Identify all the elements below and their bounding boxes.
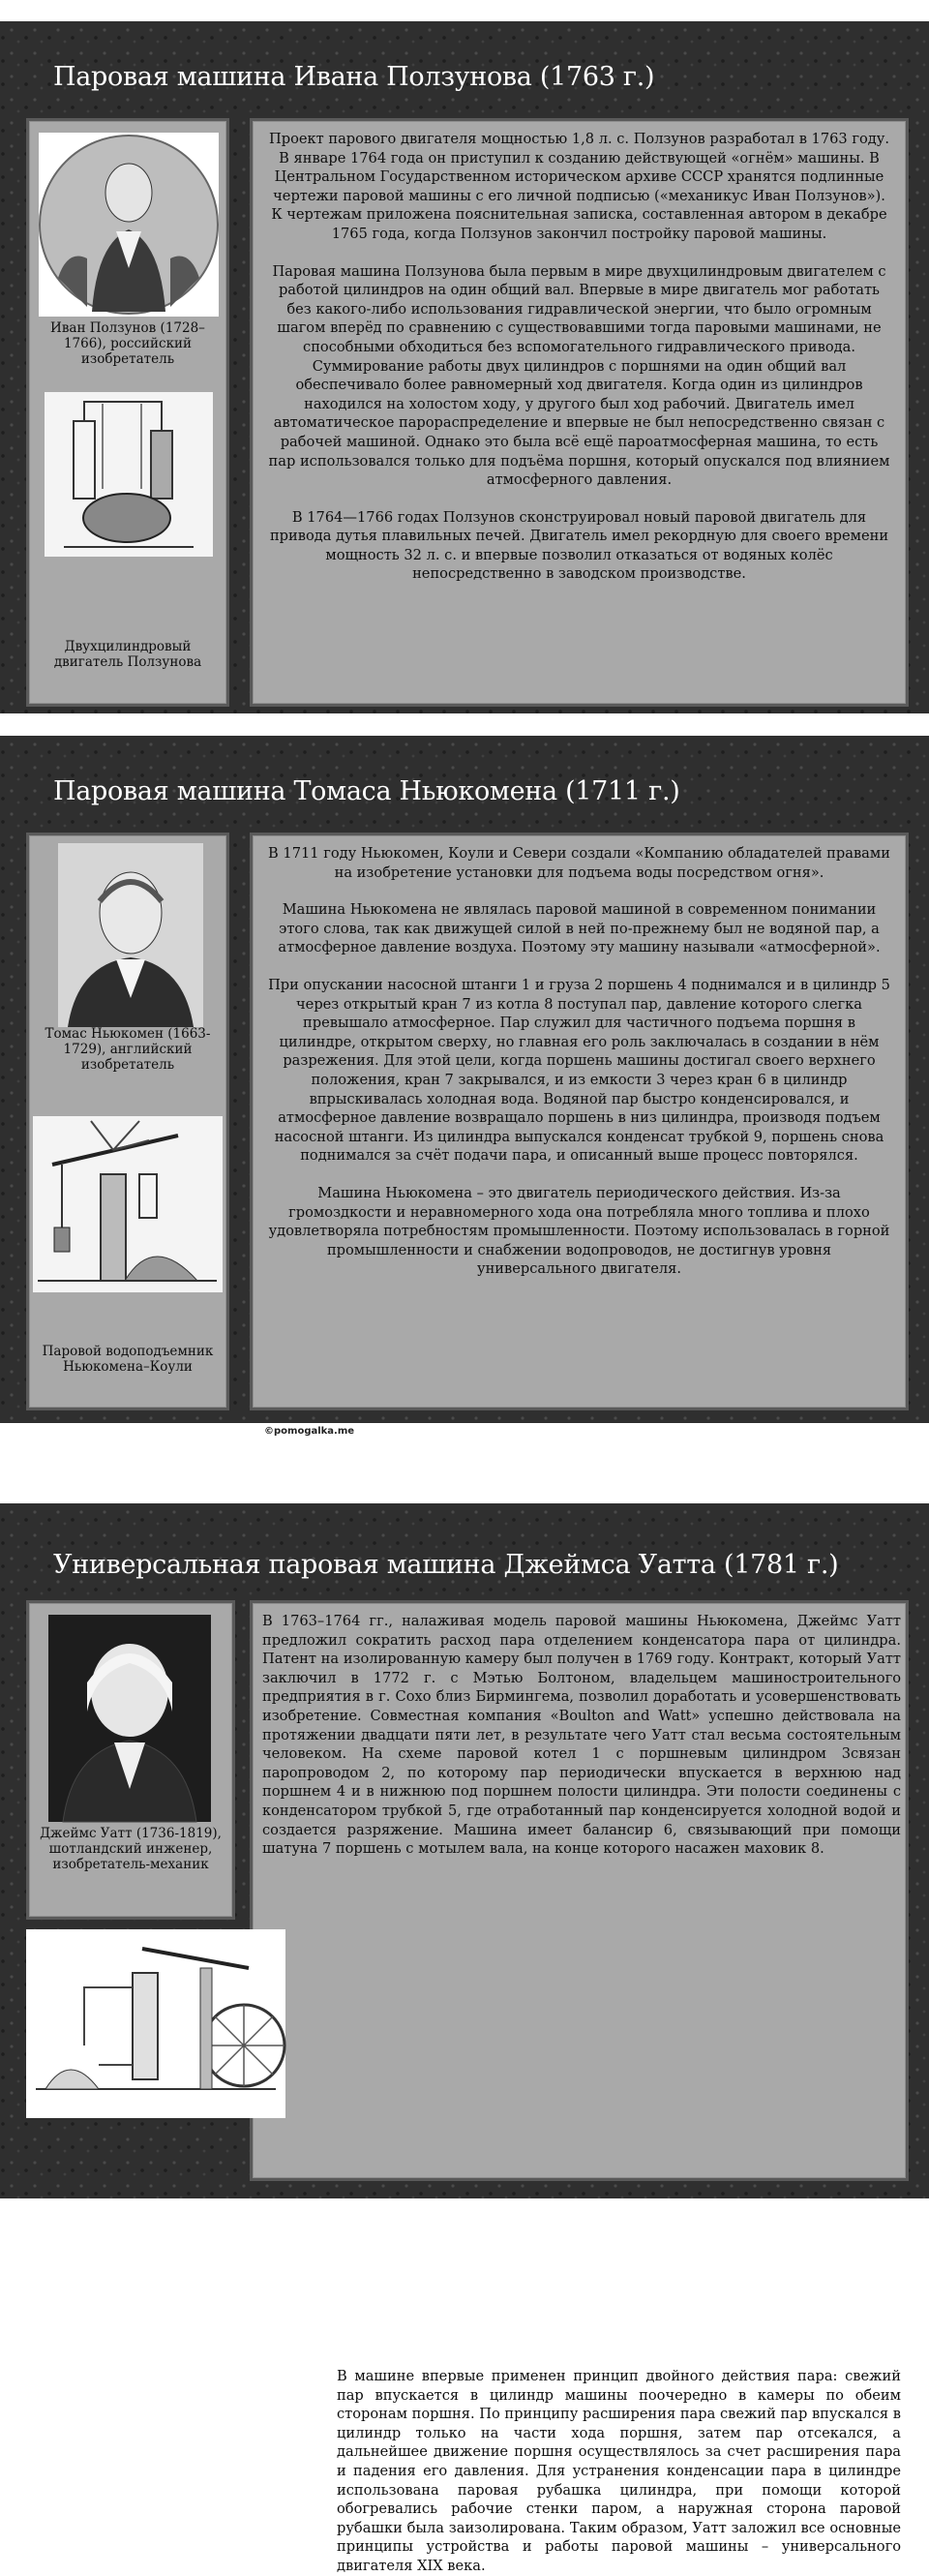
image-panel xyxy=(26,1600,235,1920)
paragraph: Проект парового двигателя мощностью 1,8 л. с. Ползунов разработал в 1763 году. В январе 1764 года он приступил к созданию действующей «огнём» машины. В Центральном Государственном историческом архиве СССР хранятся подлинные чертежи паровой машины с его личной подписью («механикус Иван Ползунов»). К чертежам приложена пояснительная записка, составленная автором в декабре 1765 года, когда Ползунов закончил постройку паровой машины. xyxy=(269,131,889,242)
newcomen-engine-drawing xyxy=(33,1116,223,1292)
portrait-drawing xyxy=(58,843,203,1027)
engine-caption: Двухцилиндровый двигатель Ползунова xyxy=(53,639,202,670)
text-panel xyxy=(250,118,909,707)
portrait-drawing xyxy=(48,1615,211,1822)
bottom-text: В машине впервые применен принцип двойного действия пара: свежий пар впускается в цилиндр машины поочередно в камеры по обеим сторонам поршня. По принципу расширения пара свежий пар впускался в цилиндр только на части хода поршня, затем пар отсекался, а дальнейшее движение поршня осуществлялось за счет расширения пара и падения его давления. Для устранения конденсации пара в цилиндре использована паровая рубашка цилиндра, при помощи которой обогревались рабочие стенки паром, а наружная сторона паровой рубашки была заизолирована. Таким образом, Уатт заложил все основные принципы устройства и работы паровой машины – универсального двигателя XIX века. xyxy=(337,2368,901,2574)
polzunov-portrait xyxy=(39,133,219,317)
slide-polzunov xyxy=(0,21,929,713)
engine-drawing xyxy=(26,1929,285,2118)
paragraph: При опускании насосной штанги 1 и груза 2 поршень 4 поднимался и в цилиндр 5 через открытый кран 7 из котла 8 поступал пар, давление которого слегка превышало атмосферное. Пар служил для частичного подъема поршня в цилиндре, открытом сверху, но главная его роль заключалась в создании в нём разрежения. Для этой цели, когда поршень машины достигал своего верхнего положения, кран 7 закрывался, и из емкости 3 через кран 6 в цилиндр впрыскивалась холодная вода. Водяной пар быстро конденсировался, и атмосферное давление возвращало поршень в низ цилиндра, производя подъем насосной штанги. Из цилиндра выпускался конденсат трубкой 9, поршень снова поднимался за счёт подачи пара, и описанный выше процесс повторялся. xyxy=(268,976,890,1165)
engine-drawing xyxy=(33,1116,223,1292)
image-panel xyxy=(26,118,229,707)
image-panel xyxy=(26,833,229,1410)
portrait-caption: Джеймс Уатт (1736-1819), шотландский инженер, изобретатель-механик xyxy=(40,1826,222,1872)
engine-caption: Паровой водоподъемник Ньюкомена–Коули xyxy=(42,1344,214,1375)
main-text: В 1763–1764 гг., налаживая модель паровой машины Ньюкомена, Джеймс Уатт предложил сократить расход пара отделением конденсатора пара от цилиндра. Патент на изолированную камеру был получен в 1769 году. Контракт, который Уатт заключил в 1772 г. с Мэтью Болтоном, владельцем машиностроительного предприятия в г. Сохо близ Бирмингема, позволил доработать и усовершенствовать изобретение. Совместная компания «Boulton and Watt» успешно действовала на протяжении двадцати пяти лет, в результате чего Уатт стал весьма состоятельным человеком. На схеме паровой котел 1 с поршневым цилиндром 3связан паропроводом 2, по которому пар периодически впускается в верхнюю над поршнем 4 и в нижнюю под поршнем полости цилиндра. Эти полости соединены с конденсатором трубкой 5, где отработанный пар конденсируется холодной водой и создается разряжение. Машина имеет балансир 6, связывающий при помощи шатуна 7 поршень с мотылем вала, на конце которого насажен маховик 8. xyxy=(262,1613,901,1858)
paragraph: Машина Ньюкомена – это двигатель периодического действия. Из-за громоздкости и неравномерного хода она потребляла много топлива и плохо удовлетворяла потребностям промышленности. Поэтому использовалась в горной промышленности и снабжении водопроводов, не достигнув уровня универсального двигателя. xyxy=(268,1184,890,1278)
slide-newcomen xyxy=(0,736,929,1423)
watermark: ©pomogalka.me xyxy=(264,1426,355,1437)
polzunov-engine-drawing xyxy=(45,392,213,557)
paragraph: В 1711 году Ньюкомен, Коули и Севери создали «Компанию обладателей правами на изобретение установки для подъема воды посредством огня». xyxy=(268,845,890,881)
portrait-drawing xyxy=(39,133,219,317)
portrait-caption: Иван Ползунов (1728–1766), российский изобретатель xyxy=(50,320,205,367)
paragraph: Паровая машина Ползунова была первым в мире двухцилиндровым двигателем с работой цилиндров на один общий вал. Впервые в мире двигатель мог работать без какого-либо использования гидравлической энергии, что было огромным шагом вперёд по сравнению с существовавшими тогда паровыми машинами, не способными обходиться без вспомогательного гидравлического привода. Суммирование работы двух цилиндров с поршнями на один общий вал обеспечивало более равномерный ход двигателя. Когда один из цилиндров находился на холостом ходу, у другого был ход рабочий. Двигатель имел автоматическое парораспределение и впервые не был непосредственно связан с рабочей машиной. Однако это была всё ещё пароатмосферная машина, то есть пар использовался только для подъёма поршня, который опускался под влиянием атмосферного давления. xyxy=(268,262,890,489)
slide-title: Паровая машина Ивана Ползунова (1763 г.) xyxy=(53,62,655,92)
newcomen-portrait xyxy=(58,843,203,1027)
watt-engine-drawing xyxy=(26,1929,285,2118)
engine-drawing xyxy=(45,392,213,557)
slide-title: Паровая машина Томаса Ньюкомена (1711 г.) xyxy=(53,776,680,806)
text-panel xyxy=(250,833,909,1410)
portrait-caption: Томас Ньюкомен (1663-1729), английский изобретатель xyxy=(45,1026,211,1073)
paragraph: В 1764—1766 годах Ползунов сконструировал новый паровой двигатель для привода дутья плавильных печей. Двигатель имел рекордную для своего времени мощность 32 л. с. и впервые позволил отказаться от водяных колёс непосредственно в заводском производстве. xyxy=(269,508,889,583)
paragraph: Машина Ньюкомена не являлась паровой машиной в современном понимании этого слова, так как движущей силой в ней по-прежнему был не водяной пар, а атмосферное давление воздуха. Поэтому эту машину называли «атмосферной». xyxy=(278,901,881,956)
watt-portrait xyxy=(48,1615,211,1822)
slide-title: Универсальная паровая машина Джеймса Уатта (1781 г.) xyxy=(53,1550,839,1580)
